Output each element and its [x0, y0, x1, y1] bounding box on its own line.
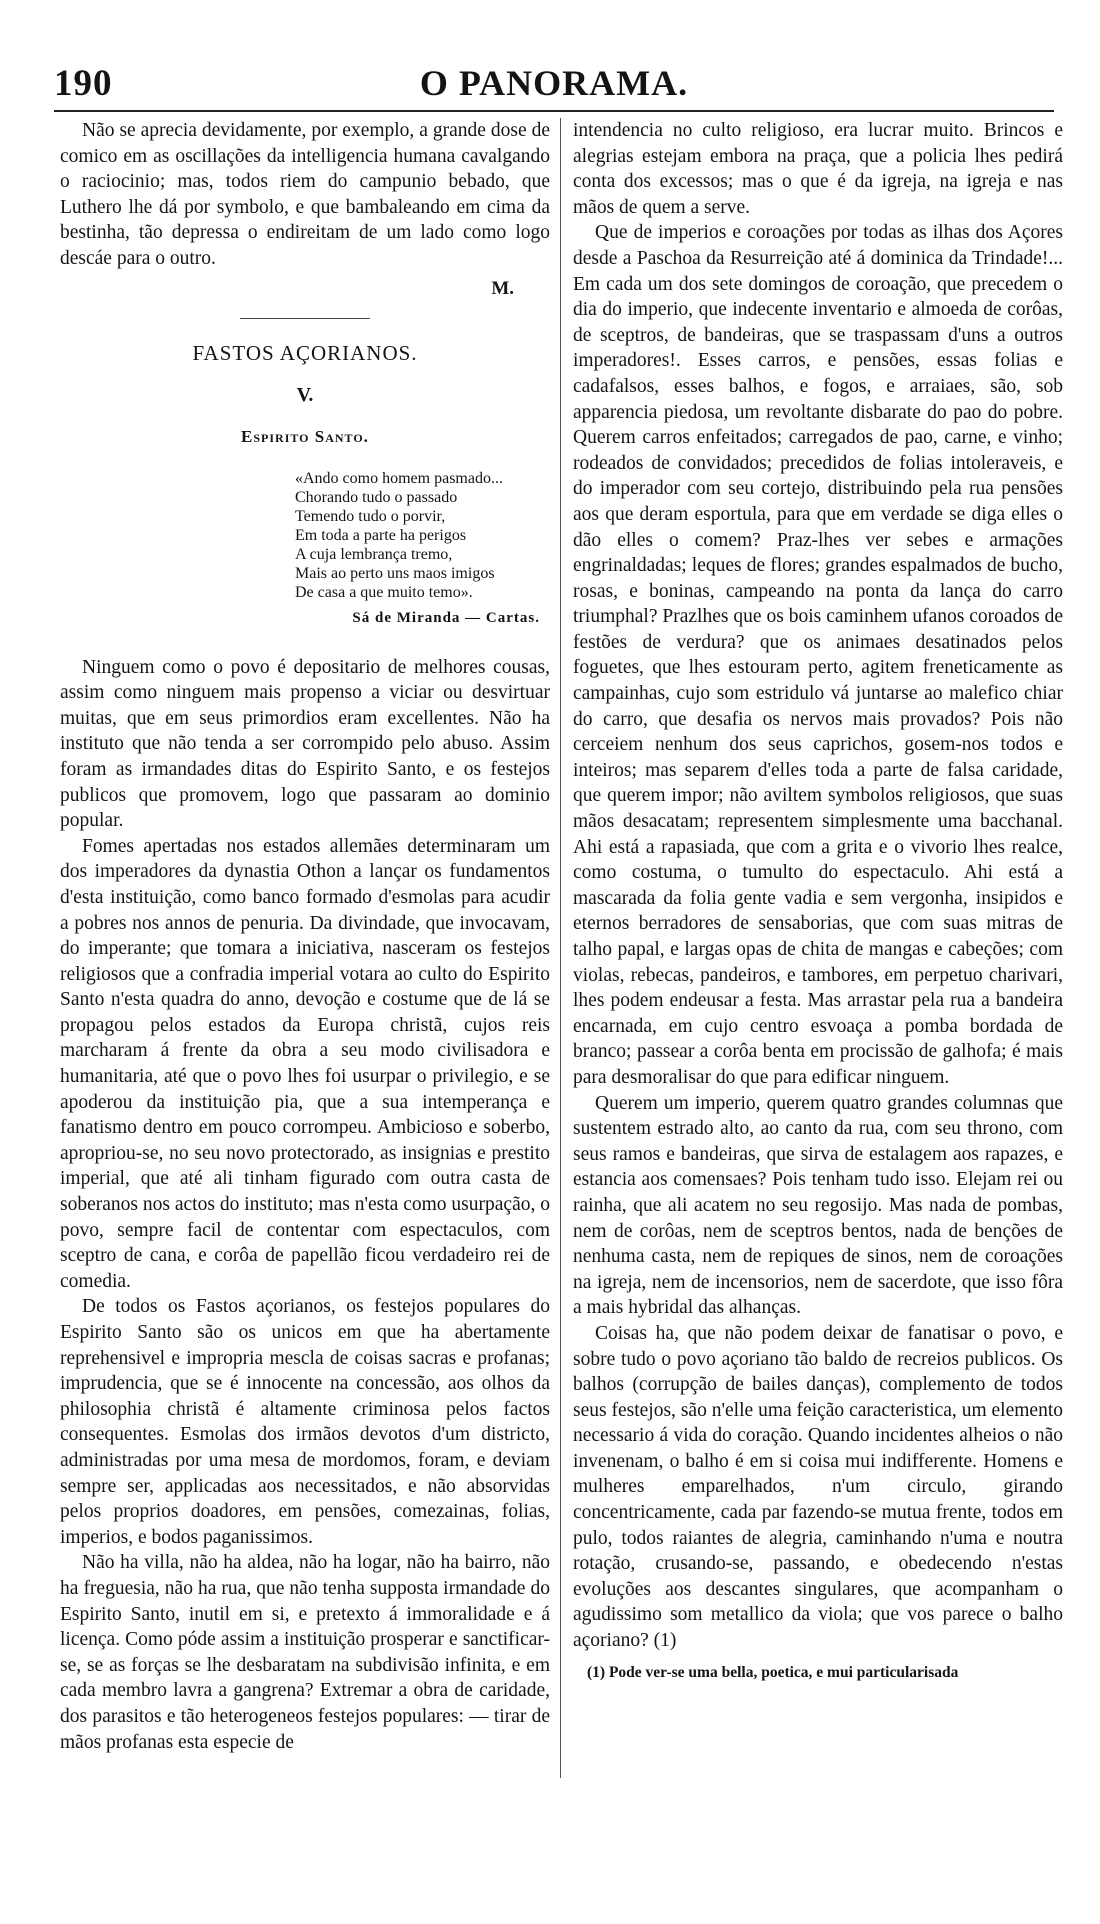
epigraph-line: Em toda a parte ha perigos: [295, 526, 467, 544]
body-paragraph: Que de imperios e coroações por todas as ilhas dos Açores desde a Paschoa da Resurreição até á dominica da Trindade!... Em cada um dos sete domingos de coroação, que precedem o dia do imperio, que indecente inventario e almoeda de corôas, de sceptros, de bandeiras, que se traspassam d'uns a outros imperadores!. Esses carros, e pensões, essas folias e cadafalsos, esses balhos, e fogos, e arraiaes, são, sob apparencia piedosa, um revoltante disbarate do pao do pobre. Querem carros enfeitados; carregados de pao, carne, e vinho; rodeados de convidados; precedidos de folias intoleraveis, e do imperador com seu cortejo, distribuindo pela rua pensões aos que deram esportula, para que em verdade se diga elles o dão elles o comem? Praz-lhes ver sebes e armações engrinaldadas; leques de flores; grandes espalmados de bucho, rosas, e boninas, campeando na ponta da lança do carro triumphal? Prazlhes que os bois caminhem ufanos coroados de festões de verdura? que os animaes desatinados pelos foguetes, que lhes estouram perto, agitem freneticamente as campainhas, cujo som estridulo vá juntarse ao malefico chiar do carro, que desafia os nervos mais provados? Pois não cerceiem nenhum dos seus caprichos, gosem-nos todos e inteiros; mas separem d'elles toda a parte de falsa caridade, que querem impor; não aviltem symbolos religiosos, que suas mãos desacatam; representem simplesmente uma bacchanal. Ahi está a rapasiada, que com a grita e o vivorio lhes realce, como costuma, o tumulto do espectaculo. Ahi está a mascarada da folia gente vadia e sem vergonha, insipidos e eternos berradores de sensaborias, que com suas mitras de talho papal, e largas opas de chita de mangas e cabeções; com violas, rebecas, pandeiros, e tambores, em perpetuo charivari, lhes podem endeusar a festa. Mas arrastar pela rua a bandeira encarnada, em cujo centro esvoaça a pomba bordada de branco; passear a corôa benta em procissão de galhofa; é mais para desmoralisar do que para edificar ninguem.: [573, 222, 1063, 1088]
epigraph-line: De casa a que muito temo».: [295, 583, 473, 601]
intro-paragraph: Não se aprecia devidamente, por exemplo, a grande dose de comico em as oscillações da intelligencia humana cavalgando o raciocinio; mas, todos riem do campunio bebado, que Luthero lhe dá por symbolo, e que bambaleando em cima da bestinha, tão depressa o endireitam de um lado como logo descáe para o outro.: [60, 120, 550, 269]
page-header: [54, 62, 1054, 106]
body-paragraph: Não ha villa, não ha aldea, não ha logar, não ha bairro, não ha freguesia, não ha rua, que não tenha supposta irmandade do Espirito Santo, inutil em si, e pretexto á immoralidade e á licença. Como póde assim a instituição prosperar e sanctificar-se, se as forças se lhe desbaratam na subdivisão infinita, e em cada membro lavra a gangrena? Extremar a obra de caridade, dos parasitos e tão heterogeneos festejos populares: — tirar de mãos profanas esta especie de: [60, 1552, 550, 1753]
epigraph-line: Mais ao perto uns maos imigos: [295, 564, 495, 582]
epigraph: [295, 469, 550, 602]
body-paragraph: Fomes apertadas nos estados allemães determinaram um dos imperadores da dynastia Othon a lançar os fundamentos d'esta instituição, como banco formado d'esmolas para acudir a pobres nos annos de penuria. Da divindade, que invocavam, do imperante; que tomara a iniciativa, nasceram os festejos religiosos que a confradia imperial votara ao culto do Espirito Santo n'esta quadra do anno, devoção e costume que de lá se propagou pelos estados da Europa christã, cujos reis marcharam á frente da obra a seu modo civilisadora e humanitaria, até que o povo lhes foi usurpar o privilegio, e se apoderou da instituição pia, que a sua intemperança e fanatismo dentro em pouco corrompeu. Ambicioso e soberbo, apropriou-se, no seu novo protectorado, as insignias e prestito imperial, que até ali tinham figurado com outra casta de soberanos nos actos do instituto; mas n'esta como usurpação, o povo, sempre facil de contentar com espectaculos, com sceptro de cana, e corôa de papellão ficou verdadeiro rei de comedia.: [60, 835, 550, 1292]
section-divider: [240, 318, 370, 319]
intro-signature: M.: [491, 277, 514, 299]
epigraph-line: A cuja lembrança tremo,: [295, 545, 453, 563]
epigraph-line: Chorando tudo o passado: [295, 488, 458, 506]
body-paragraph: De todos os Fastos açorianos, os festejos populares do Espirito Santo são os unicos em que ha abertamente reprehensivel e impropria mescla de coisas sacras e profanas; imprudencia, que se é innocente na concessão, aos olhos da philosophia christã é altamente criminosa pelos factos consequentes. Esmolas dos irmãos devotos d'um districto, administradas por uma mesa de mordomos, foram, e deviam sempre ser, applicadas aos necessitados, e não absorvidas pelos proprios doadores, em pensões, comezainas, folias, imperios, e bodos paganissimos.: [60, 1296, 550, 1548]
epigraph-line: Temendo tudo o porvir,: [295, 507, 446, 525]
footnote: (1) Pode ver-se uma bella, poetica, e mui particularisada: [587, 1663, 959, 1681]
epigraph-attribution: Sá de Miranda — Cartas.: [352, 609, 540, 626]
section-subtitle: Espirito Santo.: [241, 426, 369, 446]
body-paragraph: Ninguem como o povo é depositario de melhores cousas, assim como ninguem mais propenso a viciar ou desvirtuar muitas, que em seus primordios eram excellentes. Não ha instituto que não tenda a ser corrompido pelo abuso. Assim foram as irmandades ditas do Espirito Santo, e os festejos publicos que promovem, logo que passaram ao dominio popular.: [60, 656, 550, 832]
column-divider: [560, 118, 561, 1778]
section-number: V.: [296, 383, 314, 406]
body-paragraph: Coisas ha, que não podem deixar de fanatisar o povo, e sobre tudo o povo açoriano tão baldo de recreios publicos. Os balhos (corrupção de bailes danças), complemento de todos seus festejos, são n'elle uma feição caracteristica, um elemento necessario á vida do coração. Quando incidentes alheios o não invenenam, o balho é em si coisa mui indifferente. Homens e mulheres emparelhados, n'um circulo, girando concentricamente, cada par fazendo-se mutua frente, todos em pulo, todos raiantes de alegria, caminhando n'uma e noutra rotação, crusando-se, passando, e obedecendo n'estas evoluções aos descantes singulares, que acompanham o agudissimo som metallico da viola; que vos parece o balho açoriano? (1): [573, 1322, 1063, 1652]
left-column: [60, 118, 550, 1755]
section-title: FASTOS AÇORIANOS.: [192, 340, 418, 365]
body-paragraph: intendencia no culto religioso, era lucrar muito. Brincos e alegrias estejam embora na praça, que a policia lhes pedirá conta dos excessos; mas o que é da igreja, na igreja e nas mãos de quem a serve.: [573, 120, 1063, 218]
journal-title: O PANORAMA.: [419, 63, 689, 103]
page-number: 190: [54, 63, 113, 104]
epigraph-line: «Ando como homem pasmado...: [295, 469, 503, 487]
header-rule: [54, 110, 1054, 112]
right-column: [573, 118, 1063, 1684]
body-paragraph: Querem um imperio, querem quatro grandes columnas que sustentem estrado alto, ao canto da rua, com seu throno, com seus ramos e bandeiras, que sirva de estalagem aos rapazes, e estancia aos comensaes? Pois tenham tudo isso. Elejam rei ou rainha, que ali acatem no seu regosijo. Mas nada de pombas, nem de corôas, nem de sceptros bentos, nada de benções de nenhuma casta, nem de repiques de sinos, nem de coroações na igreja, nem de incensorios, nem de sacerdote, que isso fôra a mais hybridal das alhanças.: [573, 1092, 1063, 1319]
